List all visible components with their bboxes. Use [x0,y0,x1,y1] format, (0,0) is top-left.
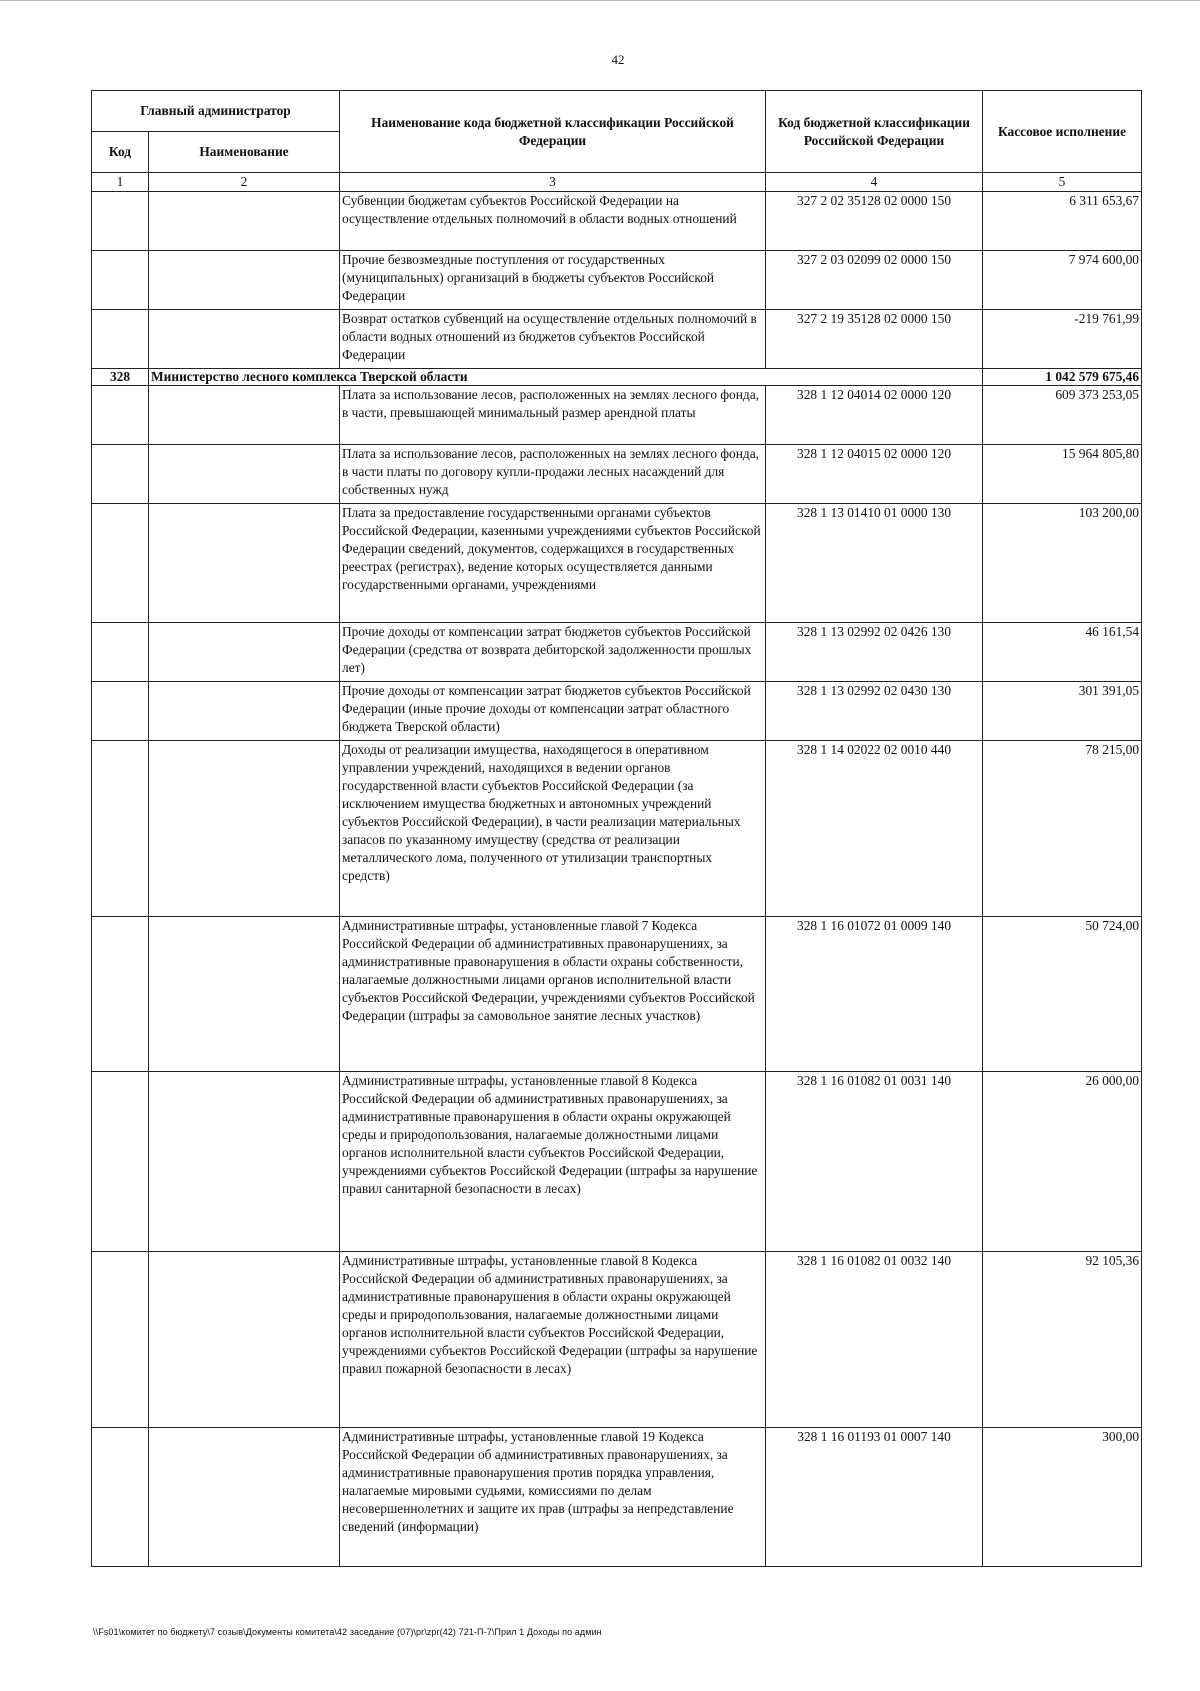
page-number: 42 [611,52,625,67]
table-row [92,251,1142,310]
administrator-section-row [92,369,1142,386]
kbk-code-cell: 328 1 16 01082 01 0031 140 [766,1072,983,1252]
header-code: Код [92,132,149,173]
section-code: 328 [92,369,149,386]
table-row [92,623,1142,682]
table-row [92,445,1142,504]
admin-name-cell [149,386,340,445]
table-row [92,682,1142,741]
admin-name-cell [149,1428,340,1567]
admin-code-cell [92,1428,149,1567]
admin-code-cell [92,310,149,369]
section-name: Министерство лесного комплекса Тверской области [149,369,983,386]
amount-cell: 301 391,05 [983,682,1142,741]
kbk-name-cell: Плата за использование лесов, расположенных на землях лесного фонда, в части, превышающей минимальный размер арендной платы [340,386,766,445]
header-kbk-code: Код бюджетной классификации Российской Федерации [766,91,983,173]
amount-cell: 6 311 653,67 [983,192,1142,251]
admin-code-cell [92,741,149,917]
admin-name-cell [149,504,340,623]
admin-code-cell [92,386,149,445]
kbk-code-cell: 328 1 12 04014 02 0000 120 [766,386,983,445]
admin-name-cell [149,445,340,504]
kbk-name-cell: Прочие доходы от компенсации затрат бюджетов субъектов Российской Федерации (средства от возврата дебиторской задолженности прошлых лет) [340,623,766,682]
kbk-code-cell: 328 1 13 01410 01 0000 130 [766,504,983,623]
kbk-name-cell: Прочие доходы от компенсации затрат бюджетов субъектов Российской Федерации (иные прочие доходы от компенсации затрат областного бюджета Тверской области) [340,682,766,741]
amount-cell: 609 373 253,05 [983,386,1142,445]
admin-code-cell [92,504,149,623]
page-top-edge [0,0,1200,3]
kbk-name-cell: Доходы от реализации имущества, находящегося в оперативном управлении учреждений, находящихся в ведении органов государственной власти субъектов Российской Федерации (за исключением имущества бюджетных и автономных учреждений субъектов Российской Федерации), в части реализации материальных запасов по указанному имуществу (средства от реализации металлического лома, полученного от утилизации транспортных средств) [340,741,766,917]
section-total: 1 042 579 675,46 [983,369,1142,386]
admin-code-cell [92,1252,149,1428]
kbk-name-cell: Административные штрафы, установленные главой 7 Кодекса Российской Федерации об административных правонарушениях, за административные правонарушения в области охраны собственности, налагаемые должностными лицами органов исполнительной власти субъектов Российской Федерации, учреждениями субъектов Российской Федерации (штрафы за самовольное занятие лесных участков) [340,917,766,1072]
table-row [92,1252,1142,1428]
admin-code-cell [92,917,149,1072]
kbk-code-cell: 328 1 12 04015 02 0000 120 [766,445,983,504]
kbk-code-cell: 327 2 03 02099 02 0000 150 [766,251,983,310]
amount-cell: 50 724,00 [983,917,1142,1072]
column-number: 2 [149,173,340,192]
header-name: Наименование [149,132,340,173]
kbk-code-cell: 327 2 02 35128 02 0000 150 [766,192,983,251]
table-row [92,917,1142,1072]
admin-code-cell [92,445,149,504]
admin-code-cell [92,682,149,741]
kbk-name-cell: Административные штрафы, установленные главой 19 Кодекса Российской Федерации об административных правонарушениях, за административные правонарушения против порядка управления, налагаемые мировыми судьями, комиссиями по делам несовершеннолетних и защите их прав (штрафы за непредставление сведений (информации) [340,1428,766,1567]
table-row [92,386,1142,445]
kbk-name-cell: Административные штрафы, установленные главой 8 Кодекса Российской Федерации об административных правонарушениях, за административные правонарушения в области охраны окружающей среды и природопользования, налагаемые должностными лицами органов исполнительной власти субъектов Российской Федерации, учреждениями субъектов Российской Федерации (штрафы за нарушение правил санитарной безопасности в лесах) [340,1072,766,1252]
kbk-name-cell: Возврат остатков субвенций на осуществление отдельных полномочий в области водных отношений из бюджетов субъектов Российской Федерации [340,310,766,369]
amount-cell: 92 105,36 [983,1252,1142,1428]
column-number: 1 [92,173,149,192]
header-kbk-name: Наименование кода бюджетной классификации Российской Федерации [340,91,766,173]
admin-name-cell [149,623,340,682]
amount-cell: 7 974 600,00 [983,251,1142,310]
header-cash-execution: Кассовое исполнение [983,91,1142,173]
amount-cell: 300,00 [983,1428,1142,1567]
table-row [92,504,1142,623]
table-row [92,1072,1142,1252]
kbk-code-cell: 328 1 13 02992 02 0426 130 [766,623,983,682]
column-number: 4 [766,173,983,192]
kbk-name-cell: Плата за использование лесов, расположенных на землях лесного фонда, в части платы по договору купли-продажи лесных насаждений для собственных нужд [340,445,766,504]
table-row [92,741,1142,917]
admin-name-cell [149,682,340,741]
column-number-row [92,173,1142,192]
kbk-name-cell: Прочие безвозмездные поступления от государственных (муниципальных) организаций в бюджеты субъектов Российской Федерации [340,251,766,310]
amount-cell: 103 200,00 [983,504,1142,623]
amount-cell: -219 761,99 [983,310,1142,369]
kbk-name-cell: Субвенции бюджетам субъектов Российской Федерации на осуществление отдельных полномочий в области водных отношений [340,192,766,251]
footer-file-path: \\Fs01\комитет по бюджету\7 созыв\Документы комитета\42 заседание (07)\pr\zpr(42) 721-П-7\Прил 1 Доходы по админ [93,1627,602,1637]
admin-code-cell [92,192,149,251]
table-row [92,1428,1142,1567]
kbk-code-cell: 328 1 14 02022 02 0010 440 [766,741,983,917]
kbk-code-cell: 328 1 16 01072 01 0009 140 [766,917,983,1072]
table-row [92,192,1142,251]
admin-code-cell [92,623,149,682]
revenue-table [91,90,1142,1567]
admin-name-cell [149,741,340,917]
admin-name-cell [149,310,340,369]
header-chief-administrator: Главный администратор [92,91,340,132]
admin-code-cell [92,1072,149,1252]
amount-cell: 26 000,00 [983,1072,1142,1252]
kbk-name-cell: Плата за предоставление государственными органами субъектов Российской Федерации, казенными учреждениями субъектов Российской Федерации сведений, документов, содержащихся в государственных реестрах (регистрах), ведение которых осуществляется данными государственными органами, учреждениями [340,504,766,623]
admin-name-cell [149,917,340,1072]
admin-code-cell [92,251,149,310]
column-number: 5 [983,173,1142,192]
column-number: 3 [340,173,766,192]
admin-name-cell [149,1072,340,1252]
kbk-code-cell: 328 1 16 01193 01 0007 140 [766,1428,983,1567]
kbk-code-cell: 327 2 19 35128 02 0000 150 [766,310,983,369]
admin-name-cell [149,1252,340,1428]
table-row [92,310,1142,369]
admin-name-cell [149,192,340,251]
amount-cell: 46 161,54 [983,623,1142,682]
amount-cell: 78 215,00 [983,741,1142,917]
admin-name-cell [149,251,340,310]
kbk-code-cell: 328 1 16 01082 01 0032 140 [766,1252,983,1428]
kbk-name-cell: Административные штрафы, установленные главой 8 Кодекса Российской Федерации об административных правонарушениях, за административные правонарушения в области охраны окружающей среды и природопользования, налагаемые должностными лицами органов исполнительной власти субъектов Российской Федерации, учреждениями субъектов Российской Федерации (штрафы за нарушение правил пожарной безопасности в лесах) [340,1252,766,1428]
kbk-code-cell: 328 1 13 02992 02 0430 130 [766,682,983,741]
amount-cell: 15 964 805,80 [983,445,1142,504]
